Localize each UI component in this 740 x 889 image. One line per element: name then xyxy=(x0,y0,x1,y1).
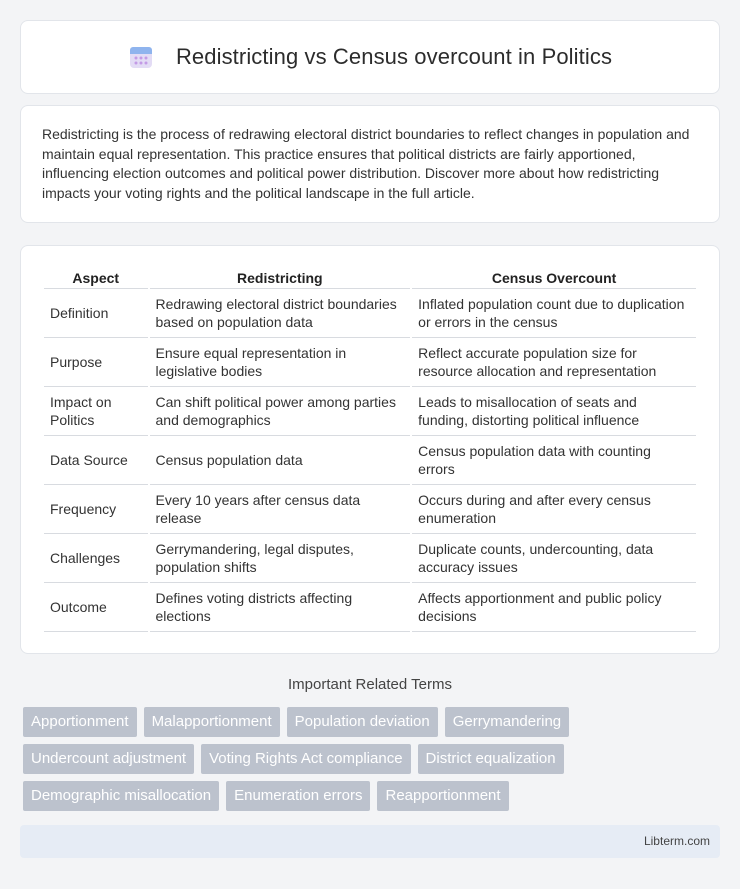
table-cell: Gerrymandering, legal disputes, population shifts xyxy=(150,534,411,583)
column-header: Census Overcount xyxy=(412,266,696,289)
table-cell: Redrawing electoral district boundaries based on population data xyxy=(150,289,411,338)
related-term-tag[interactable]: Gerrymandering xyxy=(445,707,569,737)
header-card xyxy=(20,20,720,94)
calendar-icon xyxy=(128,44,154,70)
related-term-tag[interactable]: Malapportionment xyxy=(144,707,280,737)
related-term-tag[interactable]: Demographic misallocation xyxy=(23,781,219,811)
table-cell: Inflated population count due to duplication or errors in the census xyxy=(412,289,696,338)
table-cell: Occurs during and after every census enumeration xyxy=(412,485,696,534)
related-term-tag[interactable]: Enumeration errors xyxy=(226,781,370,811)
related-terms-title: Important Related Terms xyxy=(288,676,452,693)
intro-text: Redistricting is the process of redrawing electoral district boundaries to reflect changes in population and maintain equal representation. This practice ensures that political districts are fairly apportioned, influencing election outcomes and political power distribution. Discover more about how redistricting impacts your voting rights and the political landscape in the full article. xyxy=(42,126,690,201)
table-cell: Every 10 years after census data release xyxy=(150,485,411,534)
table-row xyxy=(44,387,696,436)
page-title: Redistricting vs Census overcount in Politics xyxy=(175,44,613,69)
table-row xyxy=(44,583,696,632)
table-cell: Purpose xyxy=(44,338,148,387)
table-row xyxy=(44,289,696,338)
column-header: Aspect xyxy=(44,266,148,289)
table-row xyxy=(44,436,696,485)
comparison-card xyxy=(20,245,720,654)
table-cell: Outcome xyxy=(44,583,148,632)
related-term-tag[interactable]: Population deviation xyxy=(287,707,438,737)
intro-card xyxy=(20,105,720,223)
table-cell: Challenges xyxy=(44,534,148,583)
table-cell: Defines voting districts affecting elections xyxy=(150,583,411,632)
table-row xyxy=(44,534,696,583)
column-header: Redistricting xyxy=(150,266,411,289)
related-term-tag[interactable]: Reapportionment xyxy=(377,781,508,811)
related-terms xyxy=(23,707,723,818)
table-cell: Census population data xyxy=(150,436,411,485)
tag-row xyxy=(23,781,723,811)
footer-site-link[interactable]: Libterm.com xyxy=(643,834,710,848)
related-term-tag[interactable]: Apportionment xyxy=(23,707,137,737)
table-cell: Leads to misallocation of seats and funding, distorting political influence xyxy=(412,387,696,436)
footer xyxy=(20,825,720,858)
table-cell: Ensure equal representation in legislative bodies xyxy=(150,338,411,387)
related-term-tag[interactable]: District equalization xyxy=(418,744,564,774)
table-cell: Frequency xyxy=(44,485,148,534)
tag-row xyxy=(23,707,723,737)
table-cell: Affects apportionment and public policy decisions xyxy=(412,583,696,632)
table-row xyxy=(44,338,696,387)
table-cell: Census population data with counting errors xyxy=(412,436,696,485)
table-cell: Can shift political power among parties and demographics xyxy=(150,387,411,436)
related-term-tag[interactable]: Undercount adjustment xyxy=(23,744,194,774)
table-cell: Definition xyxy=(44,289,148,338)
comparison-table xyxy=(42,266,698,632)
table-cell: Data Source xyxy=(44,436,148,485)
table-header-row xyxy=(44,266,696,289)
table-cell: Duplicate counts, undercounting, data accuracy issues xyxy=(412,534,696,583)
tag-row xyxy=(23,744,723,774)
table-cell: Reflect accurate population size for resource allocation and representation xyxy=(412,338,696,387)
table-cell: Impact on Politics xyxy=(44,387,148,436)
related-term-tag[interactable]: Voting Rights Act compliance xyxy=(201,744,410,774)
table-row xyxy=(44,485,696,534)
